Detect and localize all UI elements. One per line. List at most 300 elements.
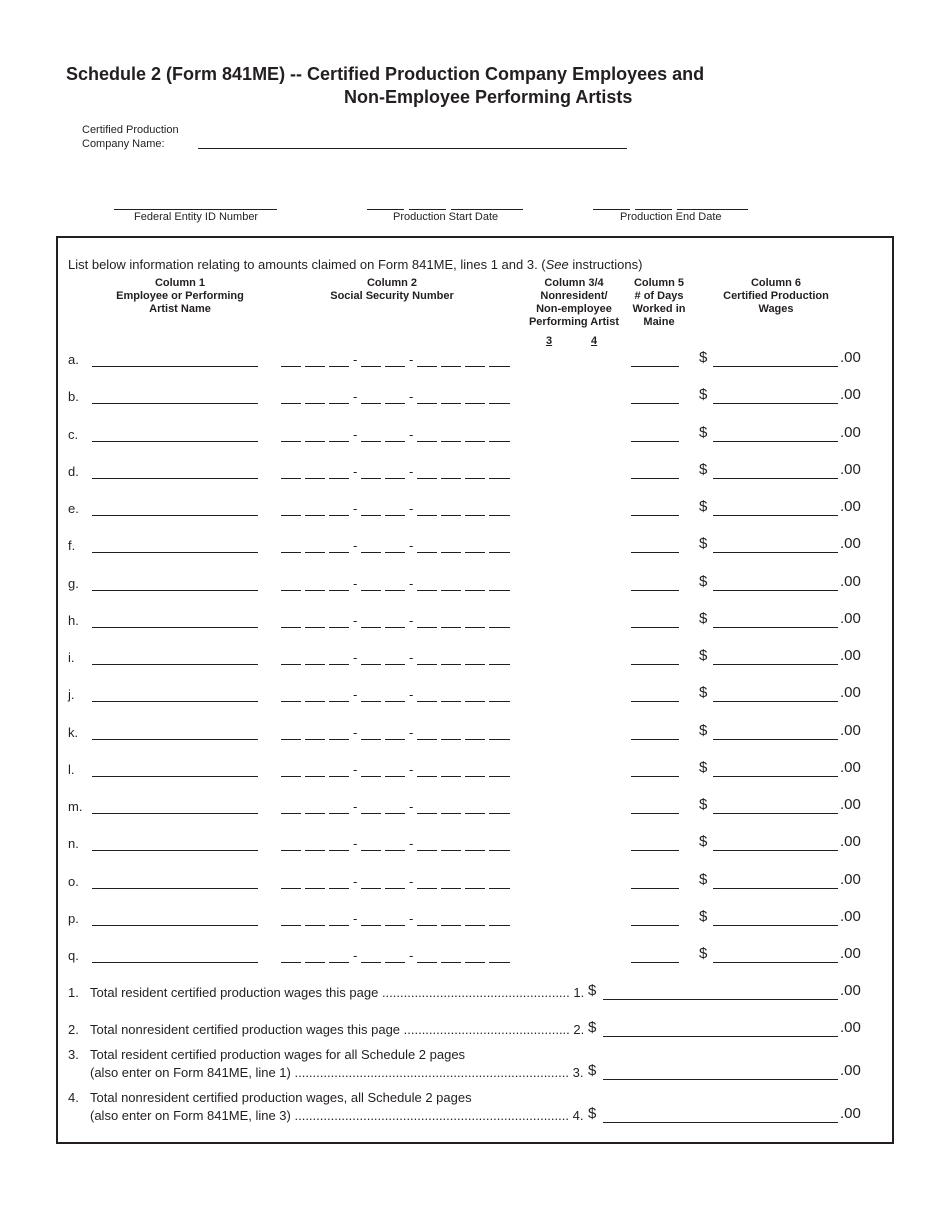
ssn-digit-field[interactable] — [329, 627, 349, 628]
wages-amount-field[interactable] — [713, 739, 838, 740]
ssn-digit-field[interactable] — [281, 515, 301, 516]
row-letter: l. — [68, 761, 75, 777]
artist-name-field[interactable] — [92, 850, 258, 851]
start-date-month-field[interactable] — [367, 209, 404, 210]
ssn-digit-field[interactable] — [417, 888, 437, 889]
artist-name-field[interactable] — [92, 366, 258, 367]
row-letter: a. — [68, 352, 79, 367]
dollar-sign: $ — [699, 386, 708, 404]
ssn-separator: - — [353, 352, 358, 367]
column-5-desc-line1: # of Days — [634, 290, 684, 302]
ssn-digit-field[interactable] — [361, 776, 381, 777]
wages-amount-field[interactable] — [713, 664, 838, 665]
wages-amount-field[interactable] — [713, 627, 838, 628]
ssn-digit-field[interactable] — [441, 888, 461, 889]
ssn-digit-field[interactable] — [489, 813, 510, 814]
ssn-digit-field[interactable] — [465, 701, 485, 702]
dollar-sign: $ — [699, 460, 708, 478]
wages-amount-field[interactable] — [713, 403, 838, 404]
ssn-separator: - — [353, 724, 358, 740]
column-5-desc-line3: Maine — [643, 316, 675, 328]
fein-label: Federal Entity ID Number — [134, 211, 259, 223]
ssn-digit-field[interactable] — [441, 627, 461, 628]
ssn-digit-field[interactable] — [329, 590, 349, 591]
end-date-year-field[interactable] — [677, 209, 748, 210]
ssn-digit-field[interactable] — [489, 739, 510, 740]
ssn-digit-field[interactable] — [305, 366, 325, 367]
total-4-amount-field[interactable] — [603, 1122, 838, 1123]
dollar-sign: $ — [699, 609, 708, 627]
wages-amount-field[interactable] — [713, 850, 838, 851]
ssn-digit-field[interactable] — [361, 888, 381, 889]
row-letter: m. — [68, 799, 83, 814]
ssn-digit-field[interactable] — [417, 850, 437, 851]
artist-name-field[interactable] — [92, 403, 258, 404]
total-3-amount-field[interactable] — [603, 1079, 838, 1080]
total-2-dollar: $ — [588, 1019, 597, 1036]
ssn-digit-field[interactable] — [441, 403, 461, 404]
artist-name-field[interactable] — [92, 925, 258, 926]
ssn-digit-field[interactable] — [417, 776, 437, 777]
artist-name-field[interactable] — [92, 441, 258, 442]
row-letter: h. — [68, 612, 79, 628]
ssn-digit-field[interactable] — [281, 813, 301, 814]
ssn-digit-field[interactable] — [417, 590, 437, 591]
entry-row — [0, 498, 950, 521]
ssn-digit-field[interactable] — [305, 552, 325, 553]
ssn-digit-field[interactable] — [281, 739, 301, 740]
days-worked-field[interactable] — [631, 813, 679, 814]
ssn-digit-field[interactable] — [281, 403, 301, 404]
artist-name-field[interactable] — [92, 888, 258, 889]
row-letter: j. — [68, 687, 75, 703]
wages-amount-field[interactable] — [713, 552, 838, 553]
ssn-digit-field[interactable] — [465, 478, 485, 479]
dollar-sign: $ — [699, 796, 708, 813]
column-34-title: Column 3/4 — [544, 277, 604, 289]
end-date-month-field[interactable] — [593, 209, 630, 210]
ssn-digit-field[interactable] — [361, 590, 381, 591]
days-worked-field[interactable] — [631, 441, 679, 442]
ssn-digit-field[interactable] — [305, 441, 325, 442]
entry-row — [0, 423, 950, 447]
days-worked-field[interactable] — [631, 403, 679, 404]
days-worked-field[interactable] — [631, 739, 679, 740]
artist-name-field[interactable] — [92, 701, 258, 702]
company-name-field[interactable] — [198, 148, 627, 149]
ssn-digit-field[interactable] — [385, 590, 405, 591]
ssn-digit-field[interactable] — [417, 962, 437, 963]
column-5-desc-line2: Worked in — [632, 303, 686, 315]
days-worked-field[interactable] — [631, 925, 679, 926]
ssn-digit-field[interactable] — [385, 888, 405, 889]
ssn-digit-field[interactable] — [441, 850, 461, 851]
ssn-digit-field[interactable] — [489, 515, 510, 516]
ssn-digit-field[interactable] — [281, 664, 301, 665]
wages-amount-field[interactable] — [713, 441, 838, 442]
dollar-sign: $ — [699, 907, 708, 925]
ssn-digit-field[interactable] — [441, 441, 461, 442]
ssn-digit-field[interactable] — [417, 813, 437, 814]
row-letter: f. — [68, 538, 76, 554]
total-2-number: 2. — [68, 1022, 79, 1037]
entry-row — [0, 535, 950, 558]
ssn-digit-field[interactable] — [281, 850, 301, 851]
ssn-digit-field[interactable] — [465, 962, 485, 963]
ssn-digit-field[interactable] — [361, 664, 381, 665]
ssn-digit-field[interactable] — [441, 701, 461, 702]
ssn-separator: - — [409, 389, 414, 405]
ssn-digit-field[interactable] — [305, 515, 325, 516]
wages-amount-field[interactable] — [713, 813, 838, 814]
ssn-digit-field[interactable] — [361, 366, 381, 367]
ssn-digit-field[interactable] — [305, 739, 325, 740]
ssn-digit-field[interactable] — [305, 813, 325, 814]
ssn-digit-field[interactable] — [361, 813, 381, 814]
ssn-digit-field[interactable] — [465, 590, 485, 591]
artist-name-field[interactable] — [92, 813, 258, 814]
ssn-digit-field[interactable] — [441, 776, 461, 777]
ssn-digit-field[interactable] — [489, 478, 510, 479]
ssn-digit-field[interactable] — [329, 888, 349, 889]
total-4-number: 4. — [68, 1090, 79, 1105]
ssn-digit-field[interactable] — [329, 701, 349, 702]
ssn-digit-field[interactable] — [361, 627, 381, 628]
ssn-digit-field[interactable] — [361, 850, 381, 851]
ssn-digit-field[interactable] — [441, 366, 461, 367]
artist-name-field[interactable] — [92, 664, 258, 665]
company-name-label-line1: Certified Production — [82, 124, 179, 136]
dollar-sign: $ — [699, 721, 708, 739]
ssn-digit-field[interactable] — [417, 366, 437, 367]
ssn-separator: - — [409, 575, 414, 591]
ssn-digit-field[interactable] — [417, 478, 437, 479]
ssn-separator: - — [353, 948, 358, 963]
column-34-desc-line3: Performing Artist — [528, 316, 620, 328]
ssn-digit-field[interactable] — [385, 739, 405, 740]
dollar-sign: $ — [699, 423, 708, 441]
column-3-subheader: 3 — [546, 335, 553, 347]
wages-amount-field[interactable] — [713, 888, 838, 889]
days-worked-field[interactable] — [631, 627, 679, 628]
ssn-digit-field[interactable] — [465, 850, 485, 851]
ssn-digit-field[interactable] — [417, 739, 437, 740]
days-worked-field[interactable] — [631, 366, 679, 367]
total-2-amount-field[interactable] — [603, 1036, 838, 1037]
ssn-digit-field[interactable] — [385, 962, 405, 963]
cents-suffix: .00 — [840, 833, 861, 851]
ssn-separator: - — [409, 463, 414, 479]
ssn-digit-field[interactable] — [385, 701, 405, 702]
ssn-digit-field[interactable] — [329, 478, 349, 479]
ssn-digit-field[interactable] — [465, 776, 485, 777]
ssn-digit-field[interactable] — [385, 478, 405, 479]
cents-suffix: .00 — [840, 535, 861, 553]
days-worked-field[interactable] — [631, 888, 679, 889]
intro-text — [68, 257, 642, 272]
ssn-digit-field[interactable] — [417, 701, 437, 702]
total-1-text: Total resident certified production wages this page .................................................... 1. — [90, 985, 585, 1000]
ssn-digit-field[interactable] — [305, 701, 325, 702]
days-worked-field[interactable] — [631, 478, 679, 479]
artist-name-field[interactable] — [92, 739, 258, 740]
ssn-digit-field[interactable] — [385, 515, 405, 516]
ssn-digit-field[interactable] — [465, 813, 485, 814]
row-letter: p. — [68, 910, 79, 926]
ssn-digit-field[interactable] — [489, 962, 510, 963]
column-6-header — [706, 277, 846, 316]
ssn-digit-field[interactable] — [305, 888, 325, 889]
days-worked-field[interactable] — [631, 590, 679, 591]
company-name-label-line2: Company Name: — [82, 138, 165, 150]
ssn-digit-field[interactable] — [385, 664, 405, 665]
ssn-separator: - — [409, 687, 414, 703]
column-1-desc-line1: Employee or Performing — [116, 290, 244, 302]
ssn-separator: - — [353, 389, 358, 405]
ssn-digit-field[interactable] — [305, 627, 325, 628]
ssn-digit-field[interactable] — [329, 441, 349, 442]
entry-row — [0, 460, 950, 484]
wages-amount-field[interactable] — [713, 925, 838, 926]
ssn-digit-field[interactable] — [441, 590, 461, 591]
end-date-day-field[interactable] — [635, 209, 672, 210]
ssn-separator: - — [353, 463, 358, 479]
days-worked-field[interactable] — [631, 962, 679, 963]
ssn-digit-field[interactable] — [329, 925, 349, 926]
ssn-digit-field[interactable] — [385, 627, 405, 628]
days-worked-field[interactable] — [631, 701, 679, 702]
ssn-digit-field[interactable] — [465, 888, 485, 889]
days-worked-field[interactable] — [631, 776, 679, 777]
column-2-title: Column 2 — [366, 277, 418, 289]
intro-text-after: instructions) — [568, 257, 643, 272]
cents-suffix: .00 — [840, 349, 861, 366]
ssn-separator: - — [353, 612, 358, 628]
ssn-digit-field[interactable] — [361, 403, 381, 404]
fein-field[interactable] — [114, 209, 277, 210]
ssn-digit-field[interactable] — [329, 515, 349, 516]
ssn-digit-field[interactable] — [441, 515, 461, 516]
ssn-digit-field[interactable] — [489, 888, 510, 889]
ssn-digit-field[interactable] — [281, 925, 301, 926]
column-1-title: Column 1 — [154, 277, 206, 289]
wages-amount-field[interactable] — [713, 776, 838, 777]
artist-name-field[interactable] — [92, 776, 258, 777]
cents-suffix: .00 — [840, 907, 861, 925]
ssn-digit-field[interactable] — [417, 515, 437, 516]
ssn-digit-field[interactable] — [465, 403, 485, 404]
wages-amount-field[interactable] — [713, 366, 838, 367]
ssn-digit-field[interactable] — [281, 478, 301, 479]
ssn-digit-field[interactable] — [329, 552, 349, 553]
ssn-digit-field[interactable] — [441, 664, 461, 665]
ssn-digit-field[interactable] — [361, 962, 381, 963]
wages-amount-field[interactable] — [713, 590, 838, 591]
total-3-number: 3. — [68, 1047, 79, 1062]
ssn-digit-field[interactable] — [465, 627, 485, 628]
artist-name-field[interactable] — [92, 590, 258, 591]
ssn-digit-field[interactable] — [465, 366, 485, 367]
ssn-separator: - — [409, 612, 414, 628]
ssn-digit-field[interactable] — [305, 925, 325, 926]
ssn-digit-field[interactable] — [489, 925, 510, 926]
ssn-digit-field[interactable] — [305, 850, 325, 851]
ssn-digit-field[interactable] — [465, 739, 485, 740]
intro-text-italic: See — [545, 257, 569, 272]
ssn-digit-field[interactable] — [489, 627, 510, 628]
ssn-digit-field[interactable] — [329, 739, 349, 740]
start-date-day-field[interactable] — [409, 209, 446, 210]
ssn-digit-field[interactable] — [361, 441, 381, 442]
ssn-digit-field[interactable] — [361, 478, 381, 479]
ssn-separator: - — [353, 799, 358, 814]
ssn-digit-field[interactable] — [281, 962, 301, 963]
ssn-digit-field[interactable] — [305, 478, 325, 479]
end-date-label: Production End Date — [620, 211, 722, 223]
ssn-digit-field[interactable] — [305, 403, 325, 404]
ssn-digit-field[interactable] — [489, 590, 510, 591]
ssn-digit-field[interactable] — [281, 441, 301, 442]
ssn-digit-field[interactable] — [385, 366, 405, 367]
ssn-digit-field[interactable] — [441, 925, 461, 926]
entry-row — [0, 647, 950, 670]
ssn-digit-field[interactable] — [489, 776, 510, 777]
wages-amount-field[interactable] — [713, 962, 838, 963]
ssn-digit-field[interactable] — [281, 701, 301, 702]
cents-suffix: .00 — [840, 684, 861, 702]
ssn-separator: - — [409, 501, 414, 516]
ssn-digit-field[interactable] — [385, 850, 405, 851]
ssn-digit-field[interactable] — [329, 366, 349, 367]
cents-suffix: .00 — [840, 609, 861, 627]
ssn-digit-field[interactable] — [385, 776, 405, 777]
ssn-separator: - — [353, 538, 358, 554]
ssn-digit-field[interactable] — [417, 664, 437, 665]
ssn-digit-field[interactable] — [417, 925, 437, 926]
days-worked-field[interactable] — [631, 664, 679, 665]
cents-suffix: .00 — [840, 758, 861, 776]
ssn-digit-field[interactable] — [385, 813, 405, 814]
wages-amount-field[interactable] — [713, 478, 838, 479]
ssn-digit-field[interactable] — [329, 664, 349, 665]
ssn-digit-field[interactable] — [417, 552, 437, 553]
column-2-desc: Social Security Number — [330, 290, 454, 302]
ssn-digit-field[interactable] — [465, 552, 485, 553]
ssn-digit-field[interactable] — [329, 850, 349, 851]
entry-row — [0, 870, 950, 894]
ssn-digit-field[interactable] — [489, 403, 510, 404]
ssn-separator: - — [409, 873, 414, 889]
ssn-digit-field[interactable] — [489, 441, 510, 442]
entry-row — [0, 758, 950, 782]
ssn-digit-field[interactable] — [329, 776, 349, 777]
ssn-digit-field[interactable] — [361, 925, 381, 926]
ssn-digit-field[interactable] — [489, 664, 510, 665]
ssn-separator: - — [409, 761, 414, 777]
ssn-digit-field[interactable] — [329, 813, 349, 814]
ssn-digit-field[interactable] — [361, 552, 381, 553]
ssn-digit-field[interactable] — [385, 925, 405, 926]
ssn-digit-field[interactable] — [281, 888, 301, 889]
ssn-digit-field[interactable] — [329, 403, 349, 404]
artist-name-field[interactable] — [92, 552, 258, 553]
ssn-digit-field[interactable] — [441, 813, 461, 814]
ssn-digit-field[interactable] — [281, 627, 301, 628]
wages-amount-field[interactable] — [713, 515, 838, 516]
dollar-sign: $ — [699, 535, 708, 553]
ssn-digit-field[interactable] — [489, 552, 510, 553]
ssn-digit-field[interactable] — [441, 478, 461, 479]
column-34-header — [524, 277, 624, 329]
ssn-digit-field[interactable] — [441, 739, 461, 740]
days-worked-field[interactable] — [631, 515, 679, 516]
ssn-digit-field[interactable] — [361, 739, 381, 740]
row-letter: i. — [68, 650, 75, 665]
ssn-digit-field[interactable] — [281, 590, 301, 591]
ssn-digit-field[interactable] — [489, 701, 510, 702]
ssn-digit-field[interactable] — [385, 441, 405, 442]
entry-row — [0, 609, 950, 633]
ssn-digit-field[interactable] — [361, 515, 381, 516]
ssn-digit-field[interactable] — [305, 664, 325, 665]
ssn-digit-field[interactable] — [305, 590, 325, 591]
ssn-digit-field[interactable] — [305, 776, 325, 777]
ssn-separator: - — [409, 426, 414, 442]
column-34-desc-line1: Nonresident/ — [540, 290, 608, 302]
ssn-digit-field[interactable] — [441, 552, 461, 553]
days-worked-field[interactable] — [631, 850, 679, 851]
start-date-year-field[interactable] — [451, 209, 523, 210]
artist-name-field[interactable] — [92, 962, 258, 963]
ssn-digit-field[interactable] — [465, 515, 485, 516]
ssn-digit-field[interactable] — [281, 776, 301, 777]
ssn-digit-field[interactable] — [281, 552, 301, 553]
total-1-amount-field[interactable] — [603, 999, 838, 1000]
dollar-sign: $ — [699, 572, 708, 590]
ssn-separator: - — [353, 836, 358, 852]
artist-name-field[interactable] — [92, 515, 258, 516]
dollar-sign: $ — [699, 758, 708, 776]
total-2-cents: .00 — [840, 1019, 861, 1036]
ssn-digit-field[interactable] — [465, 925, 485, 926]
ssn-digit-field[interactable] — [417, 403, 437, 404]
ssn-digit-field[interactable] — [329, 962, 349, 963]
ssn-digit-field[interactable] — [441, 962, 461, 963]
ssn-digit-field[interactable] — [361, 701, 381, 702]
ssn-digit-field[interactable] — [465, 664, 485, 665]
ssn-digit-field[interactable] — [281, 366, 301, 367]
wages-amount-field[interactable] — [713, 701, 838, 702]
ssn-digit-field[interactable] — [305, 962, 325, 963]
ssn-digit-field[interactable] — [417, 627, 437, 628]
ssn-digit-field[interactable] — [489, 366, 510, 367]
ssn-digit-field[interactable] — [417, 441, 437, 442]
dollar-sign: $ — [699, 684, 708, 702]
entry-row — [0, 684, 950, 707]
total-4-dollar: $ — [588, 1105, 597, 1122]
row-letter: k. — [68, 724, 79, 740]
ssn-digit-field[interactable] — [489, 850, 510, 851]
ssn-digit-field[interactable] — [385, 552, 405, 553]
artist-name-field[interactable] — [92, 627, 258, 628]
ssn-separator: - — [353, 575, 358, 591]
days-worked-field[interactable] — [631, 552, 679, 553]
artist-name-field[interactable] — [92, 478, 258, 479]
ssn-digit-field[interactable] — [385, 403, 405, 404]
total-1-cents: .00 — [840, 982, 861, 999]
ssn-digit-field[interactable] — [465, 441, 485, 442]
total-3-dollar: $ — [588, 1062, 597, 1079]
